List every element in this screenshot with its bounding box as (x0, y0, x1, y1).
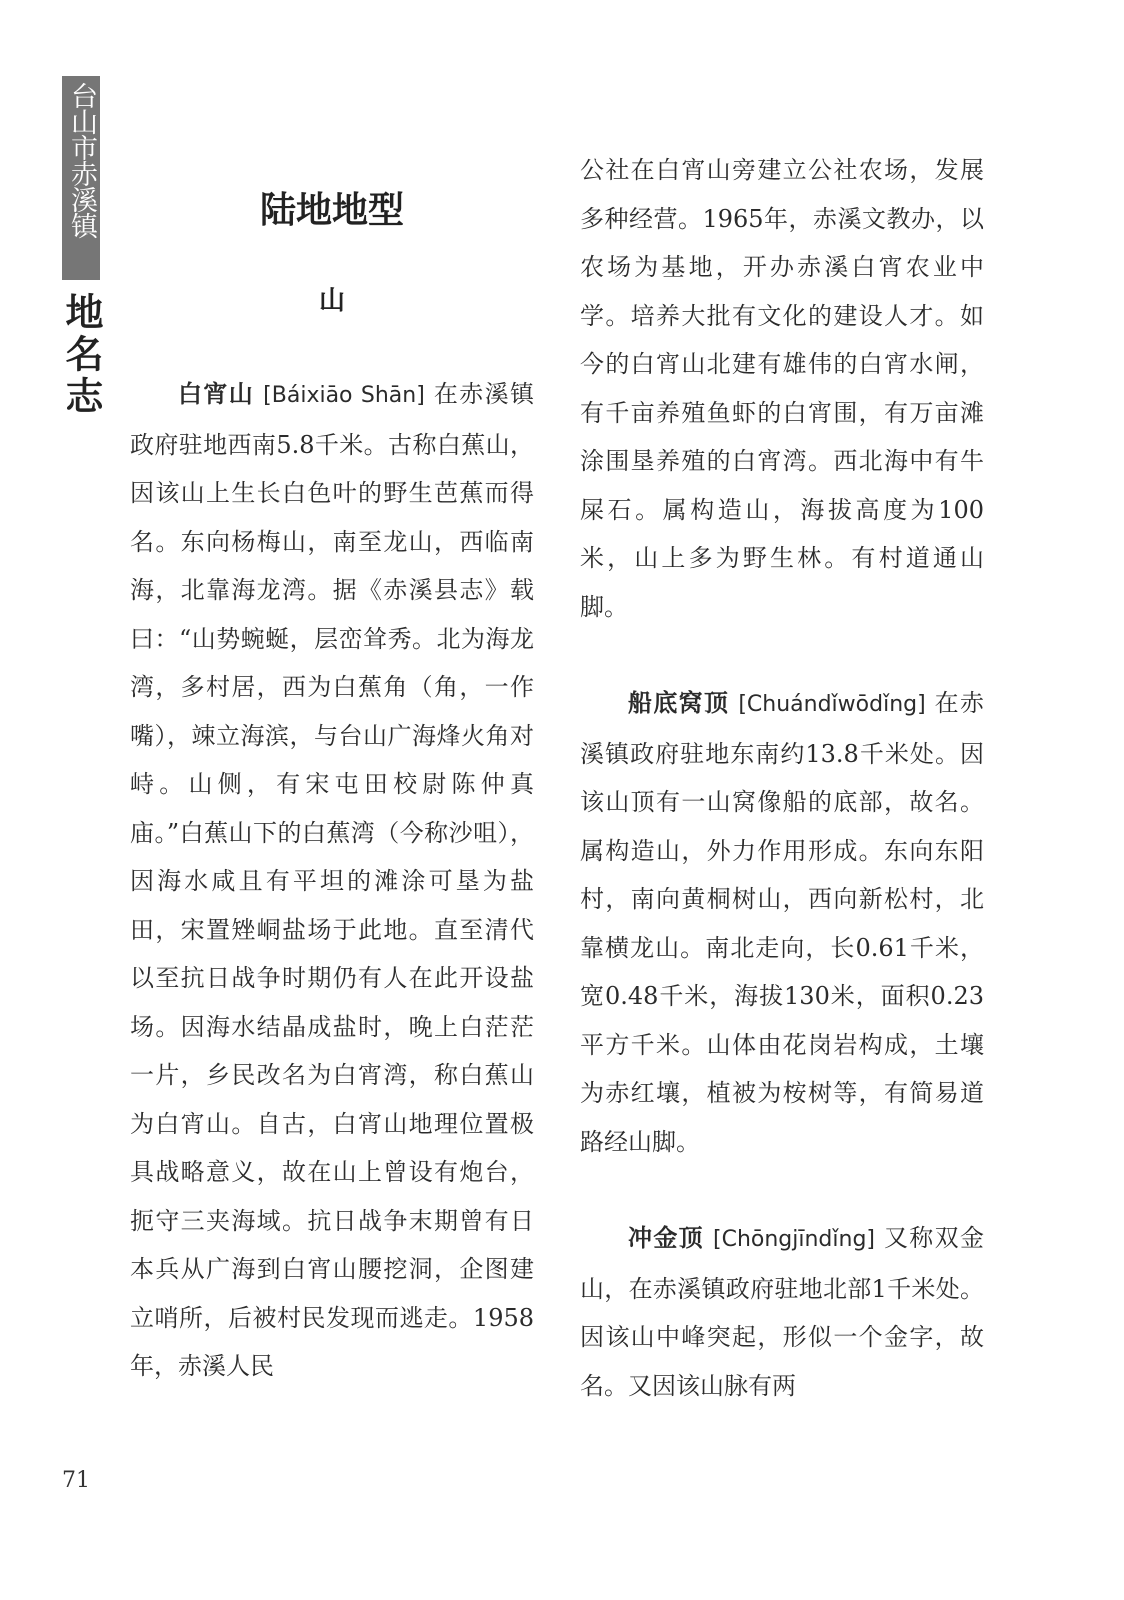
entry-chuandiwoding (580, 679, 984, 1166)
entry-name: 冲金顶 (628, 1223, 705, 1252)
entry-pinyin: [Chuándǐwōdǐng] (738, 692, 926, 717)
left-text-column (130, 370, 534, 1391)
entry-chongjinding (580, 1214, 984, 1410)
entry-name: 白宵山 (178, 379, 255, 408)
right-text-column (580, 146, 984, 1410)
section-title: 陆地地型 (259, 190, 404, 231)
entry-pinyin: [Báixiāo Shān] (263, 383, 425, 408)
chapter-side-tab (62, 76, 100, 280)
entry-text: 又称双金山，在赤溪镇政府驻地北部1千米处。因该山中峰突起，形似一个金字，故名。又因该山脉有两 (580, 1224, 984, 1400)
chapter-side-tab-text: 台山市赤溪镇 (66, 82, 97, 238)
entry-text: 在赤溪镇政府驻地东南约13.8千米处。因该山顶有一山窝像船的底部，故名。属构造山，外力作用形成。东向东阳村，南向黄桐树山，西向新松村，北靠横龙山。南北走向，长0.61千米，宽0.48千米，海拔130米，面积0.23平方千米。山体由花岗岩构成，土壤为赤红壤，植被为桉树等，有简易道路经山脚。 (580, 689, 984, 1156)
entry-baixiaoshan-continued: 公社在白宵山旁建立公社农场，发展多种经营。1965年，赤溪文教办，以农场为基地，开办赤溪白宵农业中学。培养大批有文化的建设人才。如今的白宵山北建有雄伟的白宵水闸，有千亩养殖鱼虾的白宵围，有万亩滩涂围垦养殖的白宵湾。西北海中有牛屎石。属构造山，海拔高度为100米，山上多为野生林。有村道通山脚。 (580, 156, 984, 621)
entry-text: 在赤溪镇政府驻地西南5.8千米。古称白蕉山，因该山上生长白色叶的野生芭蕉而得名。东向杨梅山，南至龙山，西临南海，北靠海龙湾。据《赤溪县志》载曰：“山势蜿蜒，层峦耸秀。北为海龙湾，多村居，西为白蕉角（角，一作嘴），竦立海滨，与台山广海烽火角对峙。山侧，有宋屯田校尉陈仲真庙。”白蕉山下的白蕉湾（今称沙咀），因海水咸且有平坦的滩涂可垦为盐田，宋置矬峒盐场于此地。直至清代以至抗日战争时期仍有人在此开设盐场。因海水结晶成盐时，晚上白茫茫一片，乡民改名为白宵湾，称白蕉山为白宵山。自古，白宵山地理位置极具战略意义，故在山上曾设有炮台，扼守三夹海域。抗日战争末期曾有日本兵从广海到白宵山腰挖洞，企图建立哨所，后被村民发现而逃走。1958年，赤溪人民 (130, 380, 534, 1380)
book-title-vertical: 地名志 (59, 292, 103, 418)
entry-name: 船底窝顶 (628, 688, 730, 717)
entry-pinyin: [Chōngjīndǐng] (713, 1227, 875, 1252)
sub-section-title: 山 (318, 286, 345, 316)
entry-baixiaoshan (130, 370, 534, 1391)
page-number: 71 (62, 1468, 90, 1493)
